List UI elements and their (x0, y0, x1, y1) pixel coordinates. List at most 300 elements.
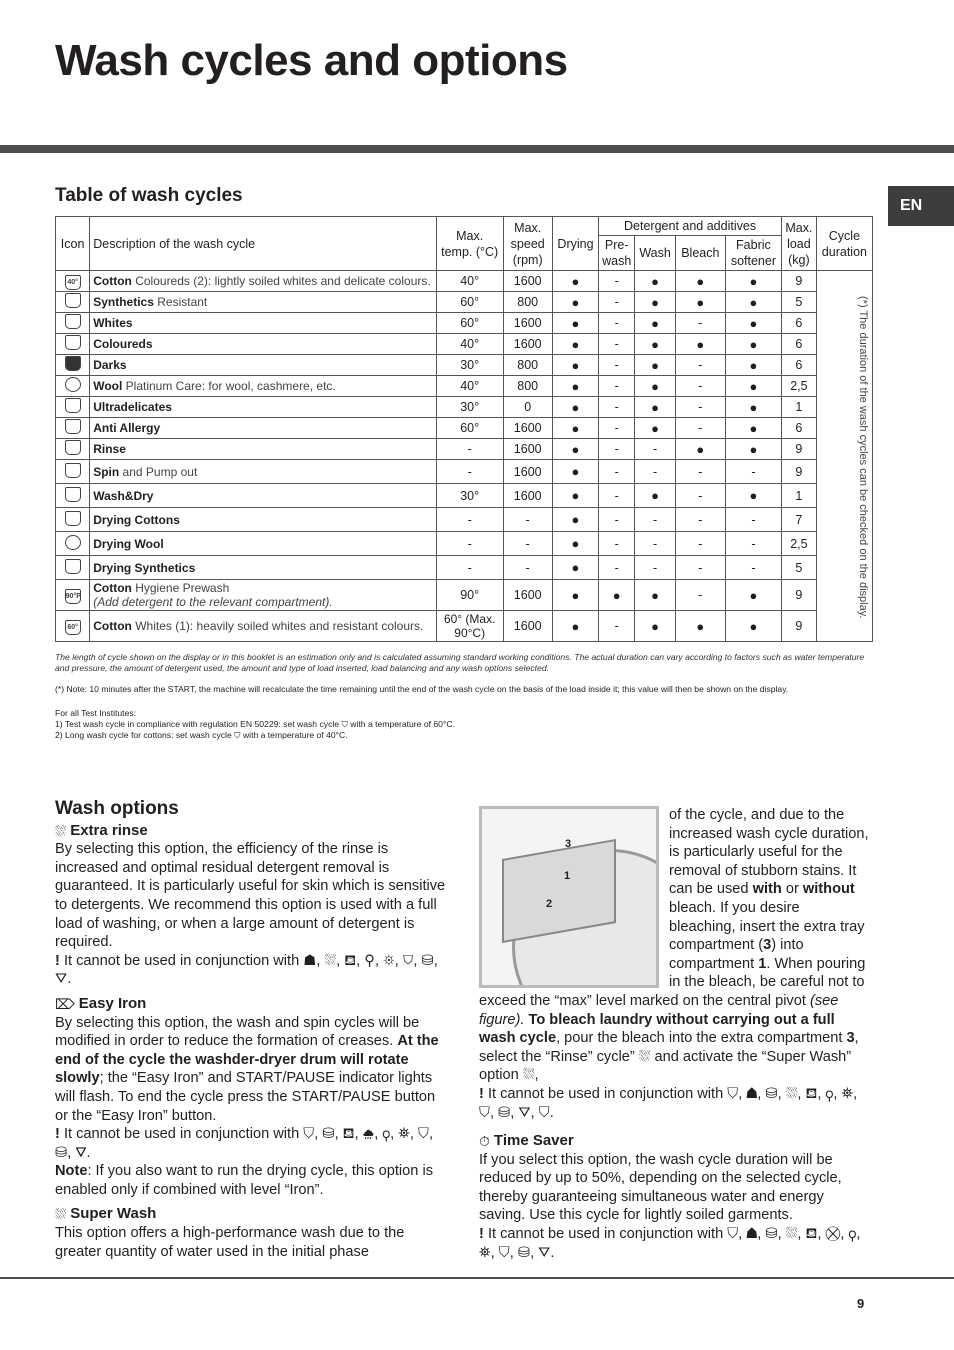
cell-drying: ● (552, 532, 598, 556)
cycle-name: Spin (93, 464, 120, 479)
col-wash: Wash (635, 236, 676, 271)
cell-wash: - (635, 556, 676, 580)
cell-prewash: - (599, 355, 635, 376)
rinse-icon: ⛆ (55, 822, 67, 839)
cell-softener: ● (725, 611, 781, 642)
cell-temp: 40° (436, 271, 503, 292)
cell-bleach: - (675, 580, 725, 611)
cell-speed: 1600 (503, 313, 552, 334)
cell-speed: 800 (503, 376, 552, 397)
cell-bleach: - (675, 532, 725, 556)
cell-prewash: - (599, 418, 635, 439)
cell-description (90, 355, 437, 376)
table-row (56, 532, 873, 556)
page-number: 9 (857, 1296, 865, 1311)
easy-iron-note (55, 1162, 447, 1199)
super-wash-text-5: . When pouring in the bleach, be careful not to exceed the “max” level marked on the central pivot (479, 955, 866, 1009)
cell-speed: - (503, 556, 552, 580)
cell-speed: 1600 (503, 460, 552, 484)
cell-load: 2,5 (781, 376, 816, 397)
cell-load: 5 (781, 292, 816, 313)
time-saver-heading (479, 1132, 869, 1151)
wash-options-heading: Wash options (55, 798, 179, 819)
super-wash-text-4: ) into compartment (669, 937, 804, 972)
cell-bleach: - (675, 460, 725, 484)
with-bold: with (752, 881, 782, 898)
cell-icon (56, 376, 90, 397)
compartment-1: 1 (758, 955, 767, 972)
col-description: Description of the wash cycle (90, 217, 437, 271)
easy-iron-title: Easy Iron (78, 994, 147, 1012)
cell-description (90, 484, 437, 508)
cell-prewash: - (599, 611, 635, 642)
cell-prewash: - (599, 484, 635, 508)
col-max-speed: Max. speed (rpm) (503, 217, 552, 271)
cycle-name: Ultradelicates (93, 400, 172, 414)
col-detergent-group: Detergent and additives (599, 217, 782, 236)
super-wash-text-6: , pour the bleach into the extra compartment (556, 1030, 843, 1047)
cell-load: 9 (781, 580, 816, 611)
rinse-icon: ⛆ (638, 1048, 651, 1065)
cell-drying: ● (552, 556, 598, 580)
table-notes (55, 652, 865, 741)
cycle-detail: Coloureds (2): lightly soiled whites and delicate colours. (131, 274, 431, 288)
cell-prewash: - (599, 397, 635, 418)
cycle-name: Drying Synthetics (93, 560, 196, 575)
cell-prewash: - (599, 376, 635, 397)
cell-description (90, 397, 437, 418)
extra-rinse-heading (55, 822, 447, 841)
cell-temp: - (436, 439, 503, 460)
cell-softener: ● (725, 271, 781, 292)
cell-wash: ● (635, 611, 676, 642)
synthetics-icon (65, 293, 81, 308)
col-prewash: Pre-wash (599, 236, 635, 271)
cell-temp: 30° (436, 355, 503, 376)
cell-description (90, 556, 437, 580)
extra-rinse-warning (55, 952, 447, 989)
cell-prewash: - (599, 292, 635, 313)
figure-label-3: 3 (565, 838, 572, 850)
cell-prewash: - (599, 271, 635, 292)
without-bold: without (802, 881, 855, 898)
header-divider (0, 145, 954, 153)
cell-softener: - (725, 508, 781, 532)
cell-drying: ● (552, 397, 598, 418)
cell-icon (56, 271, 90, 292)
super-wash-heading (55, 1205, 447, 1224)
cell-drying: ● (552, 355, 598, 376)
cell-speed: 1600 (503, 611, 552, 642)
cell-temp: 30° (436, 484, 503, 508)
col-bleach: Bleach (675, 236, 725, 271)
easy-iron-note-text: : If you also want to run the drying cycle, this option is enabled only if combined with level “Iron”. (55, 1163, 433, 1198)
cell-temp: 40° (436, 334, 503, 355)
warning-icon: ! (55, 1126, 60, 1143)
cell-load: 7 (781, 508, 816, 532)
cell-drying: ● (552, 439, 598, 460)
cell-prewash: - (599, 556, 635, 580)
cell-prewash: ● (599, 580, 635, 611)
extra-rinse-body: By selecting this option, the efficiency of the rinse is increased and optimal residual detergent removal is guaranteed. It is particularly useful for skin which is sensitive to detergents. We recommend this option is used with a full load of washing, or when a large amount of detergent is required. (55, 841, 446, 951)
easy-iron-heading (55, 995, 447, 1014)
cell-icon (56, 556, 90, 580)
institute-note-1: 1) Test wash cycle in compliance with regulation EN 50229: set wash cycle ⛉ with a temperature of 60°C. (55, 719, 455, 729)
cell-bleach: - (675, 556, 725, 580)
cell-description (90, 460, 437, 484)
extra-rinse-warn-text: It cannot be used in conjunction with (63, 952, 300, 969)
cell-description (90, 292, 437, 313)
table-row (56, 418, 873, 439)
cell-speed: 0 (503, 397, 552, 418)
see-figure: (see figure). (479, 992, 839, 1028)
col-icon: Icon (56, 217, 90, 271)
cell-wash: ● (635, 313, 676, 334)
easy-iron-body-2: ; the “Easy Iron” and START/PAUSE indicator lights will flash. To end the cycle press the START/PAUSE button or the “Easy Iron” button. (55, 1070, 436, 1124)
cell-wash: ● (635, 376, 676, 397)
col-softener: Fabric softener (725, 236, 781, 271)
super-wash-text-8: and activate the “Super Wash” option (479, 1048, 852, 1084)
or-text: or (785, 881, 799, 898)
cell-prewash: - (599, 313, 635, 334)
cotton-40-icon: 40° (65, 275, 81, 290)
cell-wash: ● (635, 271, 676, 292)
cell-drying: ● (552, 376, 598, 397)
cell-icon (56, 532, 90, 556)
cell-wash: ● (635, 580, 676, 611)
cell-drying: ● (552, 508, 598, 532)
cell-drying: ● (552, 484, 598, 508)
anti-allergy-icon (65, 419, 81, 434)
cell-load: 1 (781, 397, 816, 418)
wash-cycles-table (55, 216, 873, 642)
ultradelicates-icon (65, 398, 81, 413)
cell-speed: 1600 (503, 271, 552, 292)
cell-speed: 1600 (503, 439, 552, 460)
cell-icon (56, 355, 90, 376)
cell-wash: ● (635, 355, 676, 376)
note-label: Note (55, 1163, 88, 1180)
warning-icon: ! (479, 1226, 484, 1243)
time-saver-warn-text: It cannot be used in conjunction with (487, 1226, 724, 1243)
cycle-detail: Hygiene Prewash (131, 581, 230, 595)
cycle-detail: Whites (1): heavily soiled whites and resistant colours. (131, 619, 424, 633)
cell-softener: ● (725, 397, 781, 418)
cell-bleach: ● (675, 292, 725, 313)
cell-description (90, 313, 437, 334)
cell-softener: - (725, 460, 781, 484)
institute-note-2: 2) Long wash cycle for cottons: set wash cycle ⛉ with a temperature of 40°C. (55, 730, 348, 740)
options-left-column (55, 800, 447, 1261)
figure-label-1: 1 (564, 870, 571, 882)
cell-speed: 1600 (503, 484, 552, 508)
cell-softener: ● (725, 355, 781, 376)
cell-temp: 60° (Max. 90°C) (436, 611, 503, 642)
warning-icon: ! (55, 952, 60, 969)
cycle-name: Drying Wool (93, 536, 164, 551)
cell-wash: - (635, 532, 676, 556)
cell-wash: - (635, 508, 676, 532)
cell-icon (56, 611, 90, 642)
cell-drying: ● (552, 418, 598, 439)
table-row (56, 580, 873, 611)
cell-description (90, 611, 437, 642)
figure-label-2: 2 (546, 898, 553, 910)
cycle-detail: and Pump out (119, 464, 198, 479)
cycle-name: Rinse (93, 442, 126, 456)
easy-iron-warn-text: It cannot be used in conjunction with (63, 1126, 300, 1143)
cell-wash: ● (635, 334, 676, 355)
super-wash-title: Super Wash (70, 1205, 157, 1223)
cycle-name: Wash&Dry (93, 488, 154, 503)
easy-iron-warning (55, 1125, 447, 1162)
super-wash-bold-1: To bleach laundry without carrying out a full wash cycle (479, 1011, 835, 1047)
cell-bleach: ● (675, 611, 725, 642)
table-row (56, 397, 873, 418)
bleach-text: bleach. (669, 899, 717, 916)
cycle-name: Cotton (93, 581, 132, 595)
cell-bleach: - (675, 376, 725, 397)
cycle-detail: Resistant (153, 295, 208, 309)
cycle-detail: Platinum Care: for wool, cashmere, etc. (122, 379, 336, 393)
col-drying: Drying (552, 217, 598, 271)
cycle-name: Whites (93, 316, 133, 330)
cell-bleach: - (675, 484, 725, 508)
cycle-duration-note: (*) The duration of the wash cycles can be checked on the display. (816, 271, 872, 642)
coloureds-icon (65, 335, 81, 350)
cell-wash: ● (635, 397, 676, 418)
cell-softener: ● (725, 292, 781, 313)
cell-icon (56, 313, 90, 334)
cell-load: 9 (781, 439, 816, 460)
col-max-temp: Max. temp. (°C) (436, 217, 503, 271)
cycle-name: Cotton (93, 619, 132, 633)
cell-softener: - (725, 556, 781, 580)
time-saver-title: Time Saver (493, 1132, 574, 1150)
super-wash-warning (479, 1085, 869, 1122)
wool-icon (65, 377, 81, 392)
table-row (56, 355, 873, 376)
cell-load: 9 (781, 611, 816, 642)
cell-temp: 90° (436, 580, 503, 611)
cell-load: 9 (781, 460, 816, 484)
length-note: The length of cycle shown on the display or in this booklet is an estimation only and is calculated assuming standard working conditions. The actual duration can vary according to factors such as water temperature and pressure, the amount of detergent used, the amount and type of load inserted, load balancing and any wash options selected. (55, 652, 865, 673)
easy-iron-body (55, 1014, 447, 1126)
easy-iron-warn-icons: ⛉, ⛁, ⛾, ⛆, ⚲, ⛯, ⛉, ⛁, ⛛. (55, 1126, 434, 1161)
table-row (56, 376, 873, 397)
cell-description (90, 418, 437, 439)
cycle-name: Drying Cottons (93, 512, 180, 527)
whites-icon (65, 314, 81, 329)
time-saver-warning (479, 1225, 869, 1262)
cell-bleach: - (675, 418, 725, 439)
cell-temp: - (436, 460, 503, 484)
cell-description (90, 532, 437, 556)
cell-temp: 40° (436, 376, 503, 397)
wash-dry-icon (65, 487, 81, 502)
cell-bleach: ● (675, 271, 725, 292)
cell-softener: ● (725, 313, 781, 334)
cycle-name: Anti Allergy (93, 421, 161, 435)
col-cycle-duration: Cycle duration (816, 217, 872, 271)
cell-drying: ● (552, 292, 598, 313)
easy-iron-body-1: By selecting this option, the wash and spin cycles will be modified in order to reduce the formation of creases. (55, 1014, 420, 1050)
cell-description (90, 508, 437, 532)
cell-icon (56, 292, 90, 313)
cell-temp: - (436, 532, 503, 556)
cell-wash: ● (635, 484, 676, 508)
cycle-detail-note: (Add detergent to the relevant compartment). (93, 595, 333, 609)
cell-softener: ● (725, 418, 781, 439)
cell-softener: - (725, 532, 781, 556)
time-saver-warn-icons: ⛉, ☗, ⛁, ⛆, ⛾, ⛒, ⚲, ⛯, ⛉, ⛁, ⛛. (479, 1226, 861, 1261)
table-row (56, 484, 873, 508)
cotton-60-icon: 60° (65, 620, 81, 635)
time-saver-body: If you select this option, the wash cycle duration will be reduced by up to 50%, depending on the selected cycle, thereby guaranteeing simultaneous water and energy saving. Use this cycle for lightly soiled garments. (479, 1151, 842, 1224)
cell-bleach: ● (675, 439, 725, 460)
table-row (56, 508, 873, 532)
cell-description (90, 334, 437, 355)
cell-prewash: - (599, 460, 635, 484)
cell-load: 1 (781, 484, 816, 508)
cell-drying: ● (552, 334, 598, 355)
clock-icon: ⏱ (479, 1133, 490, 1150)
cell-prewash: - (599, 532, 635, 556)
drying-synthetics-icon (65, 559, 81, 574)
darks-icon (65, 356, 81, 371)
cycle-name: Cotton (93, 274, 132, 288)
cell-bleach: ● (675, 334, 725, 355)
cell-wash: ● (635, 292, 676, 313)
cell-icon (56, 334, 90, 355)
cell-wash: ● (635, 418, 676, 439)
cell-softener: ● (725, 580, 781, 611)
cell-speed: 1600 (503, 580, 552, 611)
super-wash-text-7: , select the “Rinse” cycle” (479, 1030, 859, 1065)
cell-prewash: - (599, 508, 635, 532)
cell-drying: ● (552, 611, 598, 642)
cell-temp: 60° (436, 418, 503, 439)
cell-load: 6 (781, 418, 816, 439)
super-wash-warn-icons: ⛉, ☗, ⛁, ⛆, ⛾, ⚲, ⛯, ⛉, ⛁, ⛛, ⛉. (479, 1085, 858, 1121)
cell-temp: 60° (436, 292, 503, 313)
cell-speed: - (503, 532, 552, 556)
super-wash-warn-text: It cannot be used in conjunction with (487, 1085, 724, 1102)
compartment-3-b: 3 (846, 1030, 855, 1047)
cell-drying: ● (552, 580, 598, 611)
cell-icon (56, 460, 90, 484)
cotton-hygiene-icon: 90°P (65, 589, 81, 604)
cell-softener: ● (725, 334, 781, 355)
table-row (56, 460, 873, 484)
easy-iron-body-bold: At the end of the cycle the washder-dryer drum will rotate slowly (55, 1033, 439, 1087)
cell-load: 6 (781, 313, 816, 334)
super-wash-icon: ⛆ (55, 1206, 67, 1223)
cell-bleach: - (675, 313, 725, 334)
cell-drying: ● (552, 271, 598, 292)
cell-load: 6 (781, 355, 816, 376)
footer-divider (0, 1277, 954, 1279)
cell-icon (56, 397, 90, 418)
super-wash-continued: of the cycle, and due to the increased wash cycle duration, is particularly useful for the removal of stubborn stains. It can be used with or without bleach. If you desire bleaching, insert the extra tray compartment (3) into compartment 1. When pouring in the bleach, be careful not to exceed the “max” level marked on the central pivot (see figure). To bleach laundry without carrying out a full wash cycle, pour the bleach into the extra compartment 3, select the “Rinse” cycle” ⛆ and activate the “Super Wash” option ⛆, (479, 807, 869, 1084)
cell-load: 2,5 (781, 532, 816, 556)
cell-bleach: - (675, 397, 725, 418)
cell-prewash: - (599, 334, 635, 355)
cell-wash: - (635, 439, 676, 460)
iron-icon: ⌦ (55, 995, 75, 1012)
cell-load: 6 (781, 334, 816, 355)
table-row (56, 313, 873, 334)
super-wash-cont-text: of the cycle, and due to the increased wash cycle duration, is particularly useful for the removal of stubborn stains. It can be used (669, 807, 869, 898)
language-tab: EN (888, 186, 954, 226)
cell-description (90, 376, 437, 397)
options-right-column (479, 806, 869, 1262)
cell-softener: ● (725, 439, 781, 460)
col-max-load: Max. load (kg) (781, 217, 816, 271)
cell-softener: ● (725, 376, 781, 397)
drying-cottons-icon (65, 511, 81, 526)
drying-wool-icon (65, 535, 81, 550)
super-wash-text-3: If you desire bleaching, insert the extra tray compartment ( (669, 899, 865, 954)
extra-rinse-title: Extra rinse (70, 821, 148, 839)
institutes-title: For all Test Institutes: (55, 708, 137, 718)
cell-description (90, 271, 437, 292)
cell-description (90, 580, 437, 611)
table-row (56, 556, 873, 580)
cell-temp: - (436, 508, 503, 532)
compartment-3: 3 (763, 937, 772, 954)
cell-description (90, 439, 437, 460)
cell-load: 5 (781, 556, 816, 580)
cell-icon (56, 580, 90, 611)
spin-icon (65, 463, 81, 478)
cell-softener: ● (725, 484, 781, 508)
super-wash-body: This option offers a high-performance wash due to the greater quantity of water used in the initial phase (55, 1225, 405, 1260)
table-row (56, 271, 873, 292)
cell-speed: - (503, 508, 552, 532)
cell-icon (56, 508, 90, 532)
cell-speed: 800 (503, 292, 552, 313)
table-row (56, 611, 873, 642)
cell-temp: 30° (436, 397, 503, 418)
cycle-name: Darks (93, 358, 127, 372)
page-title: Wash cycles and options (55, 36, 568, 85)
cell-drying: ● (552, 460, 598, 484)
cell-speed: 800 (503, 355, 552, 376)
cell-temp: - (436, 556, 503, 580)
rinse-icon (65, 440, 81, 455)
cell-bleach: - (675, 508, 725, 532)
cell-prewash: - (599, 439, 635, 460)
extra-rinse-warn-icons: ☗, ⛆, ⛾, ⚲, ⛯, ⛉, ⛁, ⛛. (55, 952, 438, 988)
cell-temp: 60° (436, 313, 503, 334)
cell-icon (56, 418, 90, 439)
cycle-name: Synthetics (93, 295, 154, 309)
warning-icon: ! (479, 1085, 484, 1102)
cell-load: 9 (781, 271, 816, 292)
super-wash-icon: ⛆ (522, 1067, 535, 1084)
table-row (56, 292, 873, 313)
cell-drying: ● (552, 313, 598, 334)
cell-wash: - (635, 460, 676, 484)
star-note: (*) Note: 10 minutes after the START, the machine will recalculate the time remaining until the end of the wash cycle on the basis of the load inside it; this value will then be shown on the display. (55, 684, 789, 694)
detergent-drawer-figure (479, 806, 659, 988)
table-heading: Table of wash cycles (55, 185, 243, 206)
table-row (56, 439, 873, 460)
cell-icon (56, 439, 90, 460)
cell-speed: 1600 (503, 334, 552, 355)
table-row (56, 334, 873, 355)
